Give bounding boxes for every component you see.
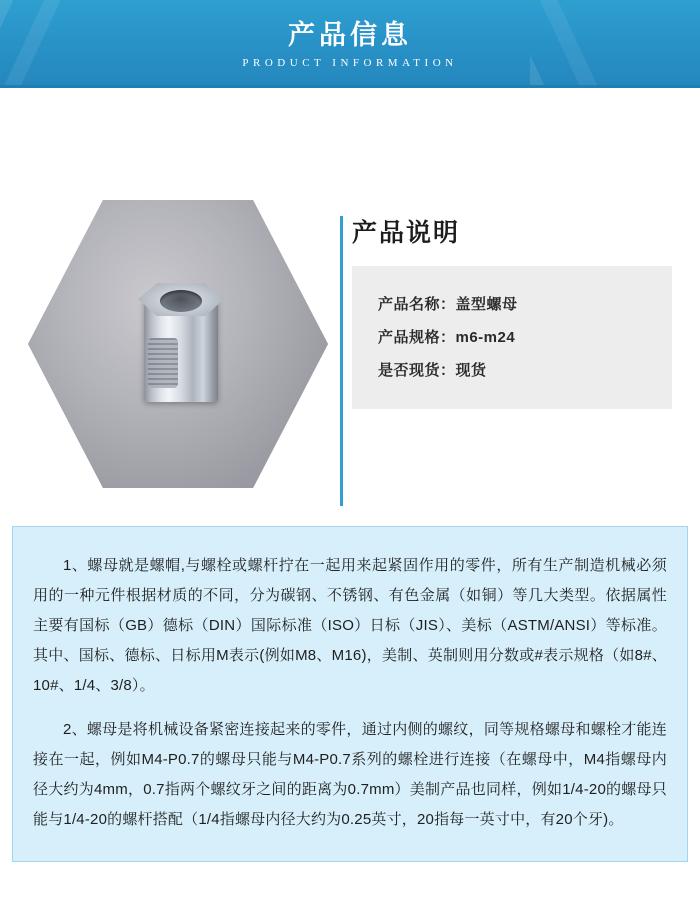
page-header-banner [0,0,700,88]
banner-title-group [0,0,700,88]
nut-internal-thread [148,338,178,388]
info-paragraph-1: 1、螺母就是螺帽,与螺栓或螺杆拧在一起用来起紧固作用的零件，所有生产制造机械必须用的一种元件根据材质的不同，分为碳钢、不锈钢、有色金属（如铜）等几大类型。依据属性主要有国标（GB）德标（DIN）国际标准（ISO）日标（JIS）、美标（ASTM/ANSI）等标准。其中、国标、德标、日标用M表示(例如M8、M16)，美制、英制则用分数或#表示规格（如8#、10#、1/4、3/8）。 [33,557,667,694]
spec-row-stock-status: 是否现货：现货 [378,362,487,379]
product-description-title: 产品说明 [352,219,461,247]
info-block-wrapper [0,526,700,862]
product-spec-box [352,266,672,409]
info-paragraph-2: 2、螺母是将机械设备紧密连接起来的零件，通过内侧的螺纹，同等规格螺母和螺栓才能连接在一起，例如M4-P0.7的螺母只能与M4-P0.7系列的螺栓进行连接（在螺母中，M4指螺母内径大约为4mm，0.7指两个螺纹牙之间的距离为0.7mm）美制产品也同样，例如1/4-20的螺母只能与1/4-20的螺杆搭配（1/4指螺母内径大约为0.25英寸，20指每一英寸中，有20个牙)。 [33,721,667,828]
description-accent-bar [340,216,343,506]
spec-row-product-size: 产品规格：m6-m24 [378,329,516,346]
spec-row-product-name: 产品名称：盖型螺母 [378,296,518,313]
product-section [0,88,700,518]
cap-nut-illustration [138,280,224,408]
banner-title-en: PRODUCT INFORMATION [242,56,458,69]
banner-title-cn: 产品信息 [288,19,412,50]
product-info-text-block [12,526,688,862]
nut-bore-hole [160,290,202,312]
product-description-panel [352,216,672,409]
product-image [28,194,328,494]
